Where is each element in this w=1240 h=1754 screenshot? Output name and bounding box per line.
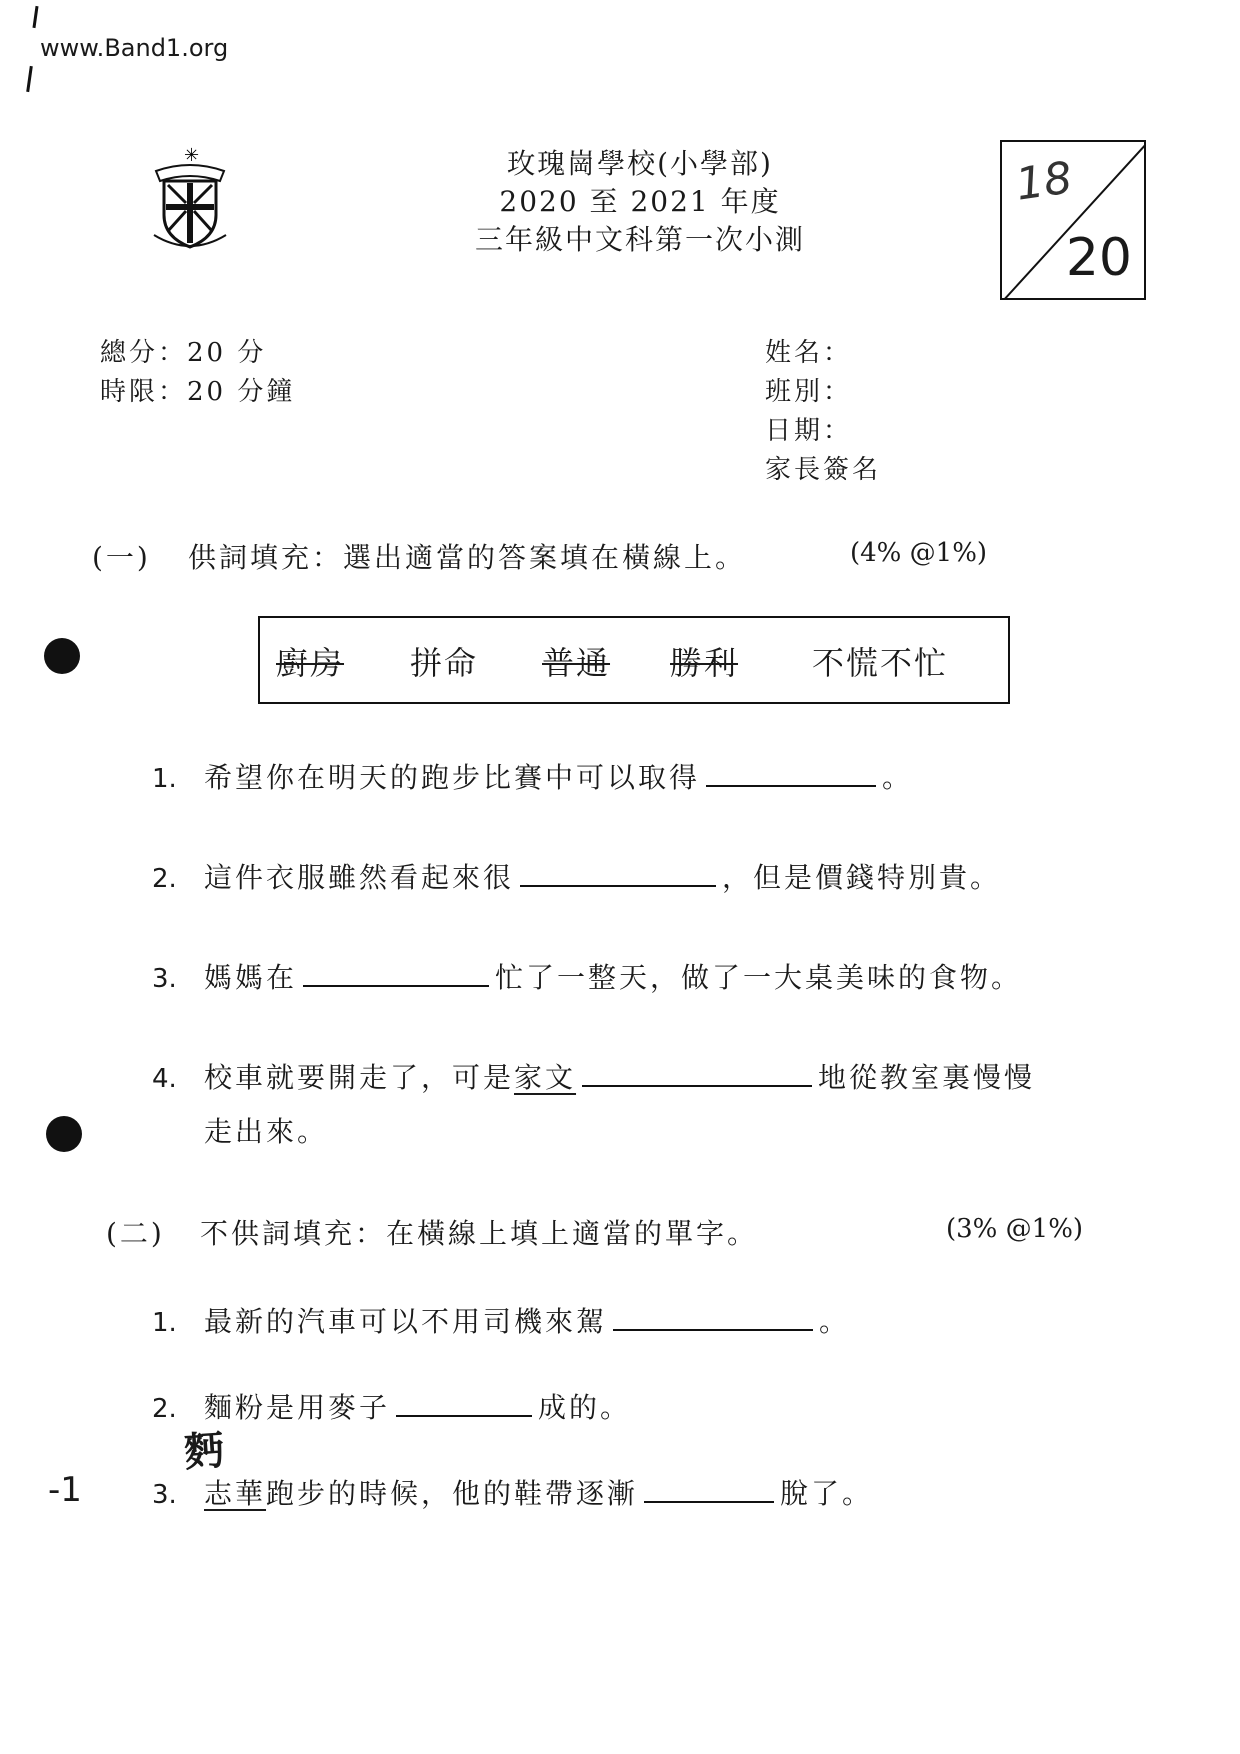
question-text: 跑步的時候，他的鞋帶逐漸 bbox=[266, 1477, 639, 1510]
question-text: 希望你在明天的跑步比賽中可以取得 bbox=[204, 761, 701, 794]
section1-question-1 bbox=[152, 756, 913, 796]
svg-text:✳: ✳ bbox=[184, 145, 200, 166]
handwritten-correction: 麪 bbox=[182, 1427, 226, 1477]
answer-blank[interactable] bbox=[303, 961, 489, 987]
question-text: 媽媽在 bbox=[204, 961, 298, 994]
question-number: 4. bbox=[152, 1064, 177, 1094]
date-field: 日期： bbox=[765, 416, 853, 446]
section1-question-3 bbox=[152, 956, 1022, 996]
section1-number: (一) bbox=[92, 541, 151, 574]
bullet-dot bbox=[44, 638, 80, 674]
question-text: 成的。 bbox=[538, 1391, 632, 1424]
question-text: 最新的汽車可以不用司機來駕 bbox=[204, 1305, 608, 1338]
question-number: 1. bbox=[152, 1308, 177, 1338]
question-text: 麵粉是用麥子 bbox=[204, 1391, 391, 1424]
section1-title: 供詞填充：選出適當的答案填在橫線上。 bbox=[188, 541, 747, 574]
section2-number: (二) bbox=[106, 1217, 165, 1250]
exam-info-left bbox=[100, 334, 295, 412]
section1-question-2 bbox=[152, 856, 1001, 896]
school-crest-icon bbox=[150, 145, 230, 255]
exam-title: 三年級中文科第一次小測 bbox=[474, 223, 805, 256]
time-limit: 時限：20 分鐘 bbox=[100, 377, 296, 407]
word-bank-item: 拼命 bbox=[410, 644, 479, 682]
question-text: 忙了一整天，做了一大桌美味的食物。 bbox=[495, 961, 1023, 994]
score-box bbox=[1000, 140, 1146, 300]
question-text: 。 bbox=[882, 761, 914, 794]
bullet-dot bbox=[46, 1116, 82, 1152]
underlined-name: 家文 bbox=[514, 1061, 577, 1094]
answer-blank[interactable] bbox=[644, 1477, 774, 1503]
section2-question-2 bbox=[152, 1386, 631, 1426]
margin-mark bbox=[32, 6, 38, 28]
answer-blank[interactable] bbox=[582, 1061, 812, 1087]
question-number: 2. bbox=[152, 864, 177, 894]
question-number: 1. bbox=[152, 764, 177, 794]
question-number: 2. bbox=[152, 1394, 177, 1424]
section1-question-4 bbox=[152, 1056, 1035, 1096]
section2-marks: (3% @1%) bbox=[946, 1214, 1084, 1244]
word-bank-item: 廚房 bbox=[276, 644, 345, 682]
section2-question-1 bbox=[152, 1300, 850, 1340]
word-bank-item: 不慌不忙 bbox=[812, 644, 949, 682]
exam-info-right bbox=[765, 334, 881, 490]
question-text: 。 bbox=[819, 1305, 851, 1338]
question-text: 校車就要開走了，可是 bbox=[204, 1061, 515, 1094]
school-name: 玫瑰崗學校(小學部) bbox=[507, 147, 773, 180]
exam-header bbox=[390, 145, 890, 259]
answer-blank[interactable] bbox=[396, 1391, 532, 1417]
question-number: 3. bbox=[152, 964, 177, 994]
answer-blank[interactable] bbox=[613, 1305, 813, 1331]
question-text: 脫了。 bbox=[780, 1477, 874, 1510]
website-watermark: www.Band1.org bbox=[40, 34, 229, 62]
question-number: 3. bbox=[152, 1480, 177, 1510]
class-field: 班別： bbox=[765, 377, 853, 407]
answer-blank[interactable] bbox=[520, 861, 716, 887]
score-total: 20 bbox=[1065, 228, 1132, 288]
school-year: 2020 至 2021 年度 bbox=[499, 185, 781, 218]
word-bank bbox=[258, 616, 1010, 704]
underlined-name: 志華 bbox=[204, 1477, 267, 1510]
parent-signature-field: 家長簽名 bbox=[765, 455, 882, 485]
deduction-mark: -1 bbox=[48, 1470, 82, 1510]
word-bank-item: 普通 bbox=[542, 644, 611, 682]
section1-marks: (4% @1%) bbox=[850, 538, 988, 568]
question-text: ，但是價錢特別貴。 bbox=[722, 861, 1002, 894]
score-obtained: 18 bbox=[1012, 152, 1076, 211]
word-bank-item: 勝利 bbox=[670, 644, 739, 682]
question-text-continued: 走出來。 bbox=[204, 1115, 329, 1148]
answer-blank[interactable] bbox=[706, 761, 876, 787]
total-marks: 總分：20 分 bbox=[100, 338, 267, 368]
question-text: 地從教室裏慢慢 bbox=[818, 1061, 1036, 1094]
name-field: 姓名： bbox=[765, 338, 853, 368]
margin-mark bbox=[26, 66, 33, 92]
question-text: 這件衣服雖然看起來很 bbox=[204, 861, 515, 894]
section2-question-3 bbox=[152, 1472, 873, 1512]
section2-title: 不供詞填充：在橫線上填上適當的單字。 bbox=[200, 1217, 759, 1250]
